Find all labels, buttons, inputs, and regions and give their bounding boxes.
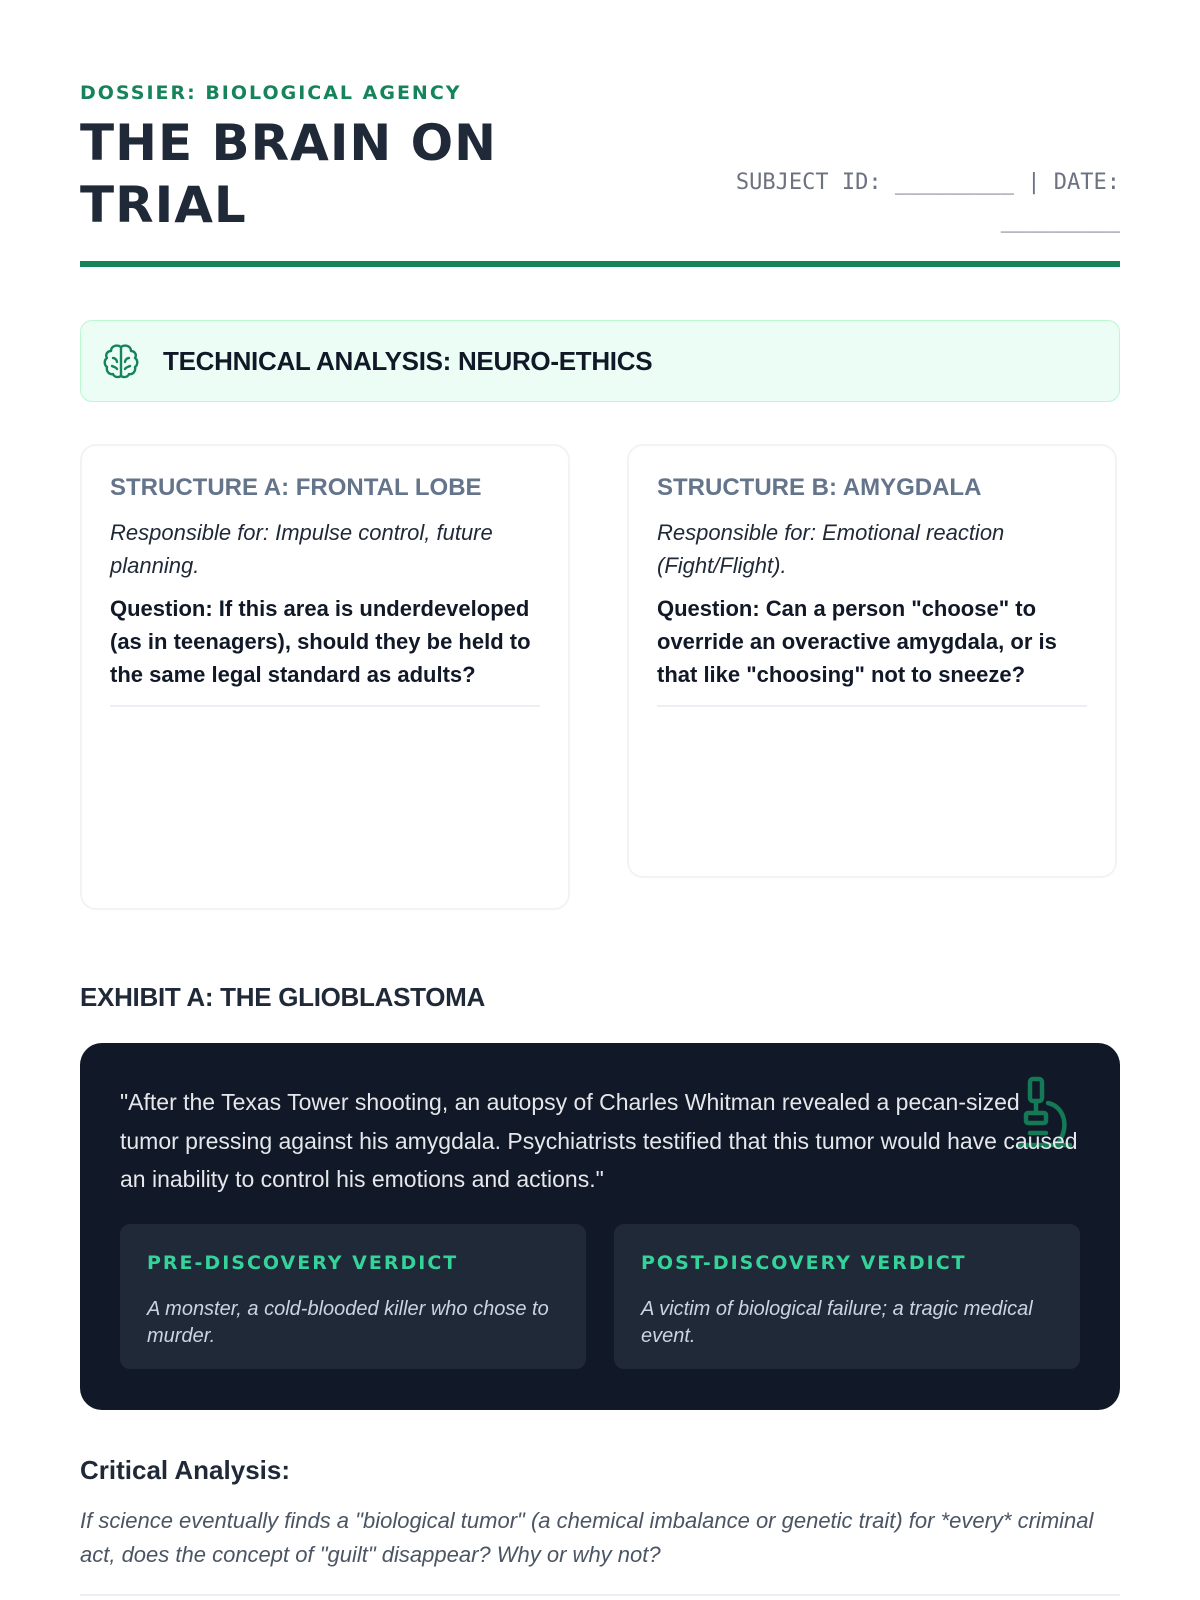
exhibit-panel: [80, 1043, 1120, 1410]
verdict-label: POST-DISCOVERY VERDICT: [641, 1252, 967, 1274]
verdict-text: A victim of biological failure; a tragic medical event.: [641, 1298, 1033, 1347]
structure-responsibility: Responsible for: Impulse control, future planning.: [110, 520, 493, 578]
critical-analysis-title: Critical Analysis:: [80, 1455, 291, 1485]
verdict-text: A monster, a cold-blooded killer who chose to murder.: [147, 1298, 549, 1347]
subject-date-fields: SUBJECT ID: _________ | DATE: _________: [735, 170, 1120, 233]
exhibit-quote: "After the Texas Tower shooting, an autopsy of Charles Whitman revealed a pecan-sized tumor pressing against his amygdala. Psychiatrists testified that this tumor would have caused an inability to control his emotions and actions.": [120, 1089, 1078, 1192]
post-discovery-verdict: [614, 1224, 1080, 1369]
structure-card-frontal-lobe: [80, 444, 570, 910]
structure-title: STRUCTURE A: FRONTAL LOBE: [110, 474, 482, 501]
structure-title: STRUCTURE B: AMYGDALA: [657, 474, 982, 501]
structure-card-amygdala: [627, 444, 1117, 878]
pre-discovery-verdict: [120, 1224, 586, 1369]
structure-responsibility: Responsible for: Emotional reaction (Fight/Flight).: [657, 520, 1005, 578]
brain-icon: [101, 341, 141, 381]
exhibit-title: EXHIBIT A: THE GLIOBLASTOMA: [80, 982, 486, 1012]
verdict-label: PRE-DISCOVERY VERDICT: [147, 1252, 459, 1274]
page-title: THE BRAIN ON TRIAL: [80, 114, 498, 234]
structure-question: Question: Can a person "choose" to override an overactive amygdala, or is that like "choosing" not to sneeze?: [657, 592, 1087, 707]
answer-line: [80, 1594, 1120, 1596]
header-divider: [80, 261, 1120, 267]
banner-title: TECHNICAL ANALYSIS: NEURO-ETHICS: [163, 346, 653, 376]
critical-analysis-prompt: If science eventually finds a "biological tumor" (a chemical imbalance or genetic trait) for *every* criminal act, does the concept of "guilt" disappear? Why or why not?: [80, 1508, 1094, 1567]
structure-question: Question: If this area is underdeveloped (as in teenagers), should they be held to the same legal standard as adults?: [110, 592, 540, 707]
section-banner: [80, 320, 1120, 402]
dossier-kicker: DOSSIER: BIOLOGICAL AGENCY: [80, 82, 462, 104]
